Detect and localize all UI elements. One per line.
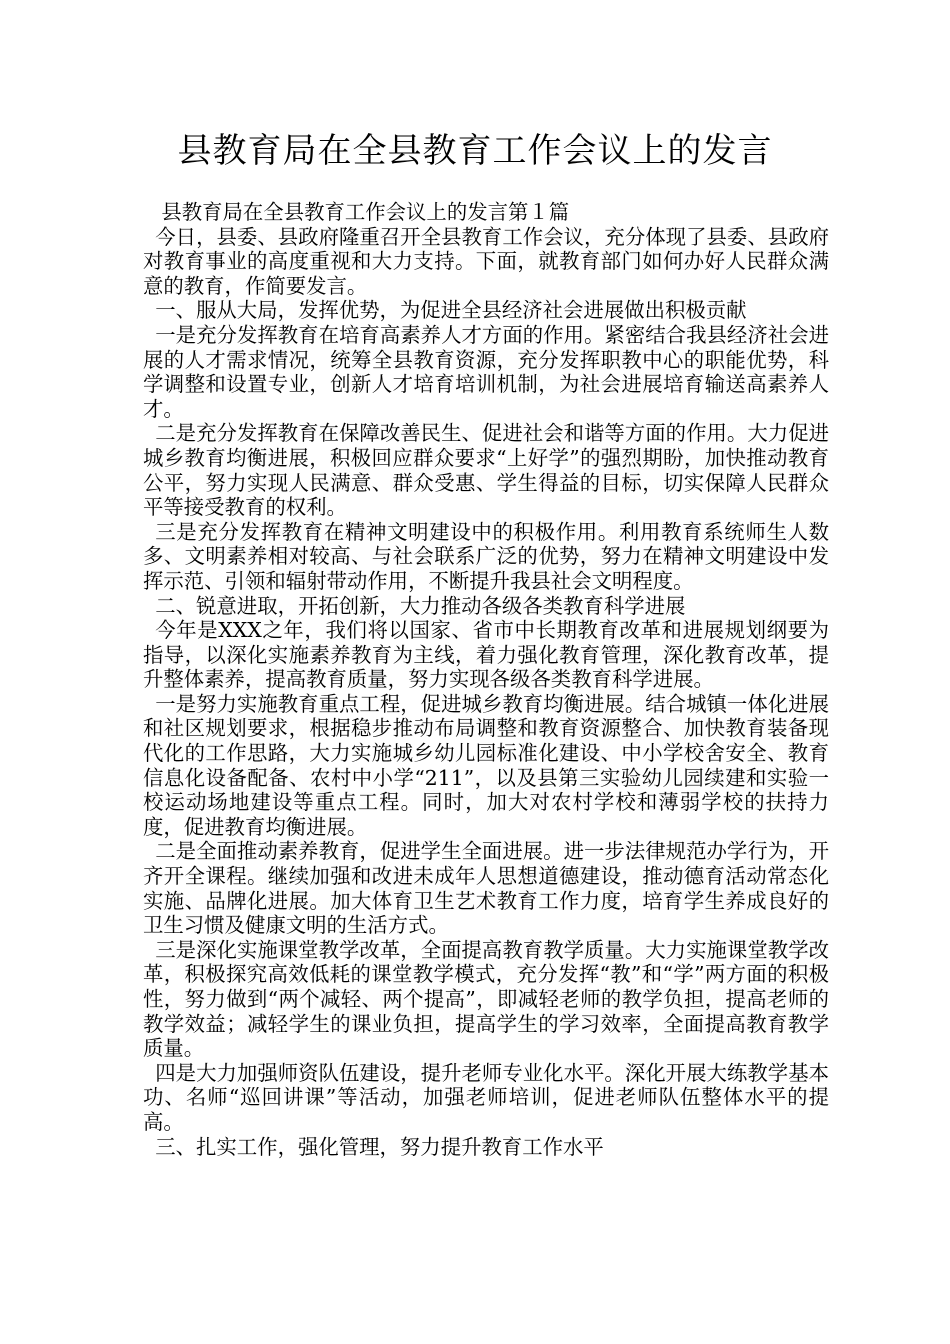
body-paragraph: 三是充分发挥教育在精神文明建设中的积极作用。利用教育系统师生人数多、文明素养相对较高、与社会联系广泛的优势，努力在精神文明建设中发挥示范、引领和辐射带动作用，不断提升我县社会文明程度。 <box>143 519 829 593</box>
body-paragraph: 今年是XXX之年，我们将以国家、省市中长期教育改革和进展规划纲要为指导，以深化实施素养教育为主线，着力强化教育管理，深化教育改革，提升整体素养，提高教育质量，努力实现各级各类教育科学进展。 <box>143 618 829 692</box>
section-heading: 三、扎实工作，强化管理，努力提升教育工作水平 <box>155 1134 604 1159</box>
document-title: 县教育局在全县教育工作会议上的发言 <box>177 131 773 171</box>
section-heading: 二、锐意进取，开拓创新，大力推动各级各类教育科学进展 <box>155 593 686 618</box>
body-paragraph: 三是深化实施课堂教学改革，全面提高教育教学质量。大力实施课堂教学改革，积极探究高效低耗的课堂教学模式，充分发挥“教”和“学”两方面的积极性，努力做到“两个减轻、两个提高”，即减轻老师的教学负担，提高老师的教学效益；减轻学生的课业负担，提高学生的学习效率，全面提高教育教学质量。 <box>143 937 829 1061</box>
body-paragraph: 今日，县委、县政府隆重召开全县教育工作会议，充分体现了县委、县政府对教育事业的高度重视和大力支持。下面，就教育部门如何办好人民群众满意的教育，作简要发言。 <box>143 224 829 298</box>
body-paragraph: 二是全面推动素养教育，促进学生全面进展。进一步法律规范办学行为，开齐开全课程。继续加强和改进未成年人思想道德建设，推动德育活动常态化实施、品牌化进展。加大体育卫生艺术教育工作力度，培育学生养成良好的卫生习惯及健康文明的生活方式。 <box>143 839 829 938</box>
section-heading: 一、服从大局，发挥优势，为促进全县经济社会进展做出积极贡献 <box>155 298 747 323</box>
section-subtitle: 县教育局在全县教育工作会议上的发言第１篇 <box>161 200 570 224</box>
body-paragraph: 一是努力实施教育重点工程，促进城乡教育均衡进展。结合城镇一体化进展和社区规划要求，根据稳步推动布局调整和教育资源整合、加快教育装备现代化的工作思路，大力实施城乡幼儿园标准化建设、中小学校舍安全、教育信息化设备配备、农村中小学“211”，以及县第三实验幼儿园续建和实验一校运动场地建设等重点工程。同时，加大对农村学校和薄弱学校的扶持力度，促进教育均衡进展。 <box>143 691 829 839</box>
document-body <box>143 200 829 1159</box>
body-paragraph: 二是充分发挥教育在保障改善民生、促进社会和谐等方面的作用。大力促进城乡教育均衡进展，积极回应群众要求“上好学”的强烈期盼，加快推动教育公平，努力实现人民满意、群众受惠、学生得益的目标，切实保障人民群众平等接受教育的权利。 <box>143 421 829 520</box>
body-paragraph: 一是充分发挥教育在培育高素养人才方面的作用。紧密结合我县经济社会进展的人才需求情况，统筹全县教育资源，充分发挥职教中心的职能优势，科学调整和设置专业，创新人才培育培训机制，为社会进展培育输送高素养人才。 <box>143 322 829 421</box>
body-paragraph: 四是大力加强师资队伍建设，提升老师专业化水平。深化开展大练教学基本功、名师“巡回讲课”等活动，加强老师培训，促进老师队伍整体水平的提高。 <box>143 1060 829 1134</box>
